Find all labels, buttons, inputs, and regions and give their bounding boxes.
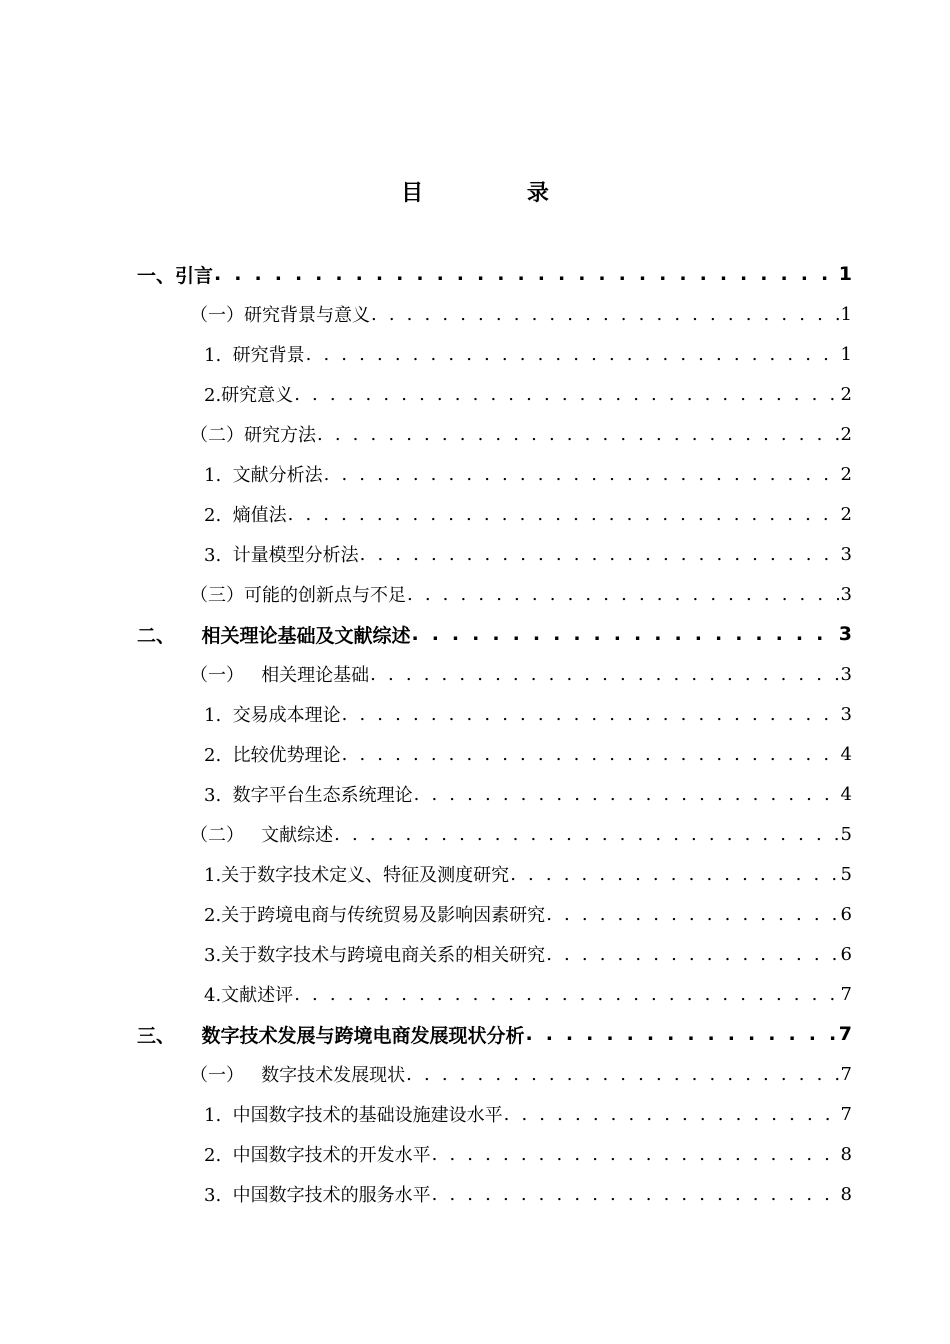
toc-entry-page: 7 xyxy=(840,1103,852,1125)
toc-entry[interactable] xyxy=(204,734,852,774)
toc-entry-label: 2. 中国数字技术的开发水平 xyxy=(204,1145,431,1166)
toc-entry-page: 6 xyxy=(840,903,852,925)
toc-entry[interactable] xyxy=(204,374,852,414)
page-title: 目 录 xyxy=(401,181,597,206)
toc-entry[interactable] xyxy=(204,934,852,974)
toc-entry-page: 2 xyxy=(840,383,852,405)
toc-entry-label: 3.关于数字技术与跨境电商关系的相关研究 xyxy=(204,945,546,966)
toc-entry-page: 7 xyxy=(840,1063,852,1085)
toc-entry[interactable] xyxy=(137,1014,852,1054)
toc-leader-dots xyxy=(407,584,839,605)
toc-entry[interactable] xyxy=(190,574,852,614)
toc-entry-label: 3. 计量模型分析法 xyxy=(204,545,359,566)
toc-leader-dots xyxy=(342,744,839,765)
toc-leader-dots xyxy=(360,544,839,565)
toc-entry-page: 5 xyxy=(840,823,852,845)
toc-entry-label: 2.关于跨境电商与传统贸易及影响因素研究 xyxy=(204,905,546,926)
toc-entry-label: （二） 文献综述 xyxy=(190,825,334,846)
toc-entry-label: （一） 相关理论基础 xyxy=(190,665,370,686)
toc-entry[interactable] xyxy=(204,974,852,1014)
toc-entry[interactable] xyxy=(204,534,852,574)
toc-leader-dots xyxy=(294,384,838,405)
toc-entry[interactable] xyxy=(204,1094,852,1134)
toc-entry-label: （二）研究方法 xyxy=(190,425,316,446)
toc-entry-page: 3 xyxy=(840,543,852,565)
toc-leader-dots xyxy=(504,1104,839,1125)
toc-leader-dots xyxy=(406,1064,838,1085)
toc-entry-label: 1. 交易成本理论 xyxy=(204,705,341,726)
toc-leader-dots xyxy=(414,784,839,805)
toc-leader-dots xyxy=(342,704,839,725)
toc-entry-label: 二、 相关理论基础及文献综述 xyxy=(137,624,411,647)
toc-entry-page: 7 xyxy=(840,983,852,1005)
toc-entry-label: 三、 数字技术发展与跨境电商发展现状分析 xyxy=(137,1024,525,1047)
toc-entry-page: 8 xyxy=(840,1143,852,1165)
toc-entry[interactable] xyxy=(204,894,852,934)
toc-entry-label: 2. 比较优势理论 xyxy=(204,745,341,766)
toc-entry[interactable] xyxy=(190,1054,852,1094)
toc-leader-dots xyxy=(306,344,839,365)
toc-leader-dots xyxy=(288,504,839,525)
toc-entry-label: 1.关于数字技术定义、特征及测度研究 xyxy=(204,865,510,886)
toc-leader-dots xyxy=(546,944,838,965)
toc-entry[interactable] xyxy=(190,814,852,854)
toc-entry-label: 1. 文献分析法 xyxy=(204,465,323,486)
toc-entry-page: 2 xyxy=(840,423,852,445)
toc-leader-dots xyxy=(510,864,838,885)
toc-entry-page: 3 xyxy=(840,703,852,725)
toc-leader-dots xyxy=(324,464,839,485)
toc-entry[interactable] xyxy=(204,854,852,894)
toc-leader-dots xyxy=(432,1184,839,1205)
toc-entry-page: 7 xyxy=(838,1023,852,1045)
toc-entry[interactable] xyxy=(204,1174,852,1214)
toc-entry-label: 1. 中国数字技术的基础设施建设水平 xyxy=(204,1105,503,1126)
toc-entry-page: 5 xyxy=(840,863,852,885)
toc-entry-page: 4 xyxy=(840,743,852,765)
toc-leader-dots xyxy=(370,664,838,685)
toc-entry-label: （三）可能的创新点与不足 xyxy=(190,585,406,606)
toc-entry-page: 1 xyxy=(840,303,852,325)
toc-entry-label: 1. 研究背景 xyxy=(204,345,305,366)
toc-entry-page: 4 xyxy=(840,783,852,805)
toc-entry-page: 2 xyxy=(840,463,852,485)
toc-entry-label: 3. 中国数字技术的服务水平 xyxy=(204,1185,431,1206)
toc-leader-dots xyxy=(317,424,839,445)
toc-entry[interactable] xyxy=(204,334,852,374)
toc-entry-page: 1 xyxy=(840,343,852,365)
toc-leader-dots xyxy=(294,984,838,1005)
toc-entry[interactable] xyxy=(204,494,852,534)
toc-entry[interactable] xyxy=(137,254,852,294)
toc-entry[interactable] xyxy=(190,654,852,694)
toc-entry-label: （一） 数字技术发展现状 xyxy=(190,1065,406,1086)
toc-leader-dots xyxy=(432,1144,839,1165)
toc-entry-label: 2. 熵值法 xyxy=(204,505,287,526)
toc-entry-page: 1 xyxy=(838,263,852,285)
toc-entry-page: 8 xyxy=(840,1183,852,1205)
toc-entry-page: 2 xyxy=(840,503,852,525)
toc-entry-page: 3 xyxy=(840,663,852,685)
toc-entry-page: 3 xyxy=(840,583,852,605)
toc-entry[interactable] xyxy=(204,774,852,814)
toc-entry[interactable] xyxy=(190,414,852,454)
toc-entry-label: 2.研究意义 xyxy=(204,385,294,406)
toc-leader-dots xyxy=(546,904,838,925)
toc-leader-dots xyxy=(334,824,838,845)
toc-leader-dots xyxy=(214,263,837,285)
toc-entry-page: 3 xyxy=(838,623,852,645)
toc-entry-label: 3. 数字平台生态系统理论 xyxy=(204,785,413,806)
toc-entry[interactable] xyxy=(204,1134,852,1174)
toc-entry-label: 4.文献述评 xyxy=(204,985,294,1006)
toc-entry[interactable] xyxy=(204,694,852,734)
toc-entry[interactable] xyxy=(190,294,852,334)
toc-entry[interactable] xyxy=(204,454,852,494)
toc-entry-page: 6 xyxy=(840,943,852,965)
toc-entry[interactable] xyxy=(137,614,852,654)
toc-leader-dots xyxy=(371,304,839,325)
toc-entry-label: （一）研究背景与意义 xyxy=(190,305,370,326)
toc-entry-label: 一、引言 xyxy=(137,264,214,287)
toc-leader-dots xyxy=(525,1023,836,1045)
toc-leader-dots xyxy=(411,623,836,645)
